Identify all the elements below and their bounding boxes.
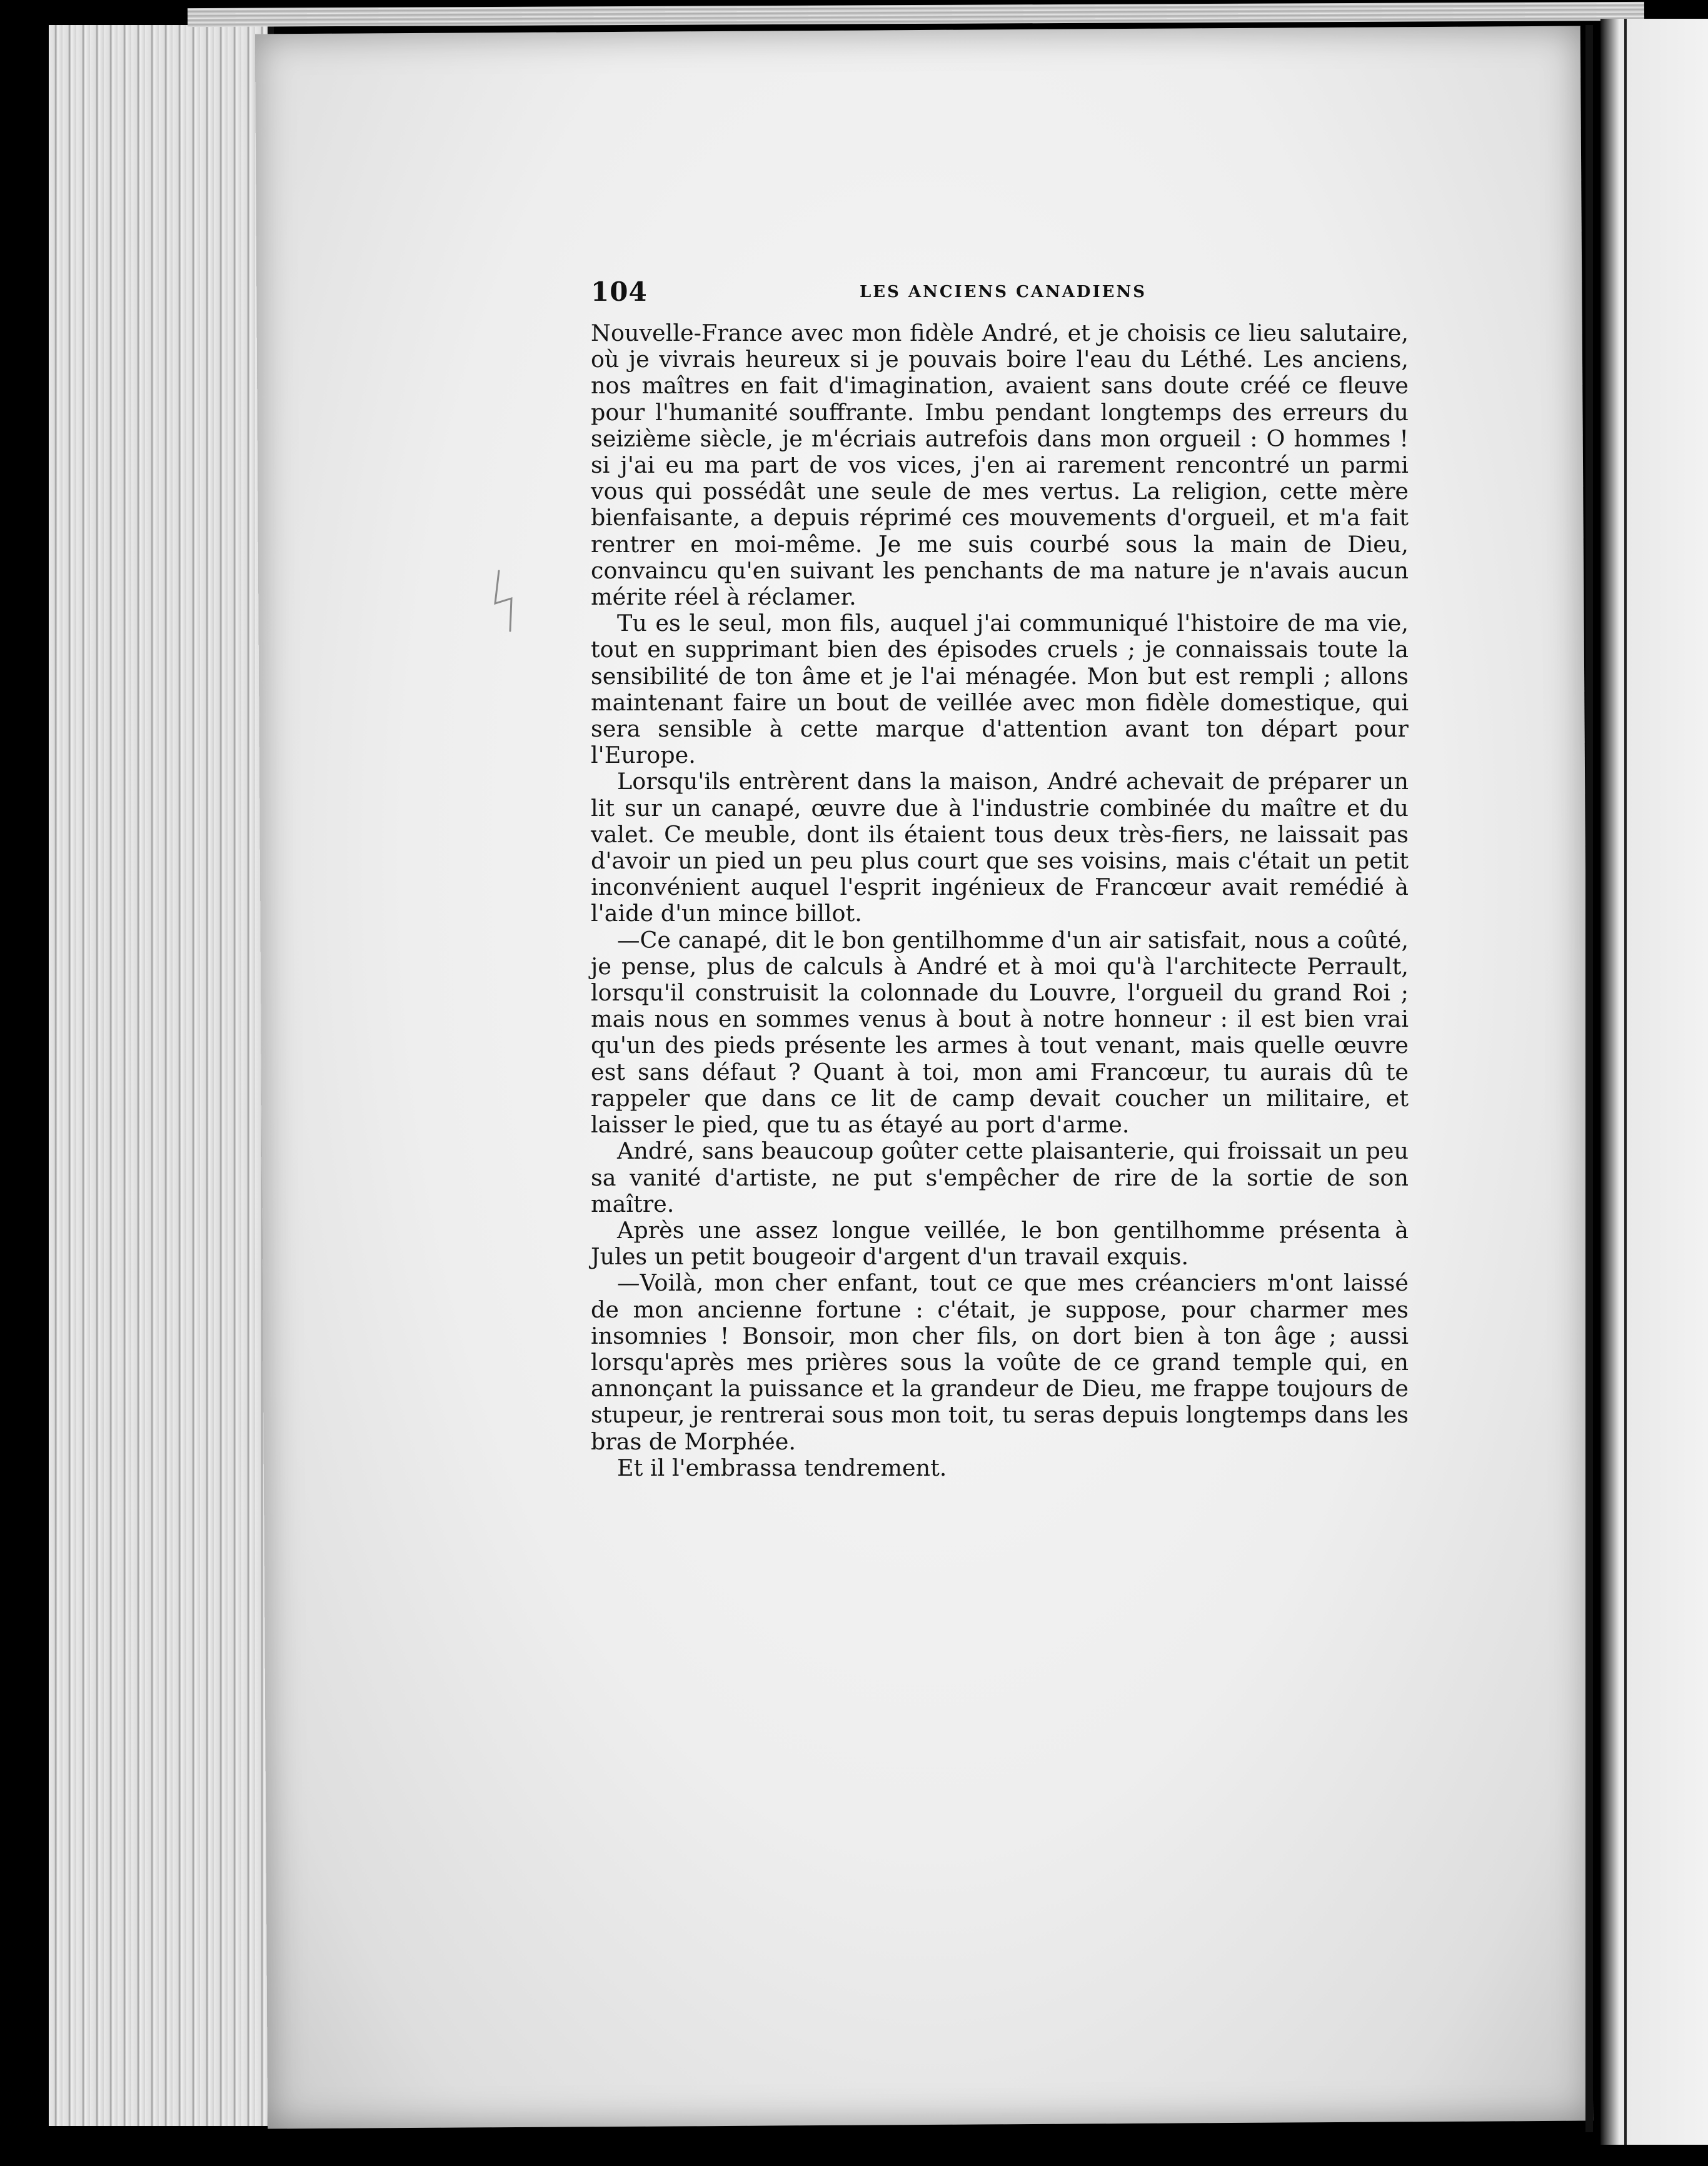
page-edge-shadow bbox=[1585, 25, 1593, 2132]
paragraph: Nouvelle-France avec mon fidèle André, et je choisis ce lieu salutaire, où je vivrais heureux si je pouvais boire l'eau du Léthé. Les anciens, nos maîtres en fait d'imagination, avaient sans doute créé ce fleuve pour l'humanité souffrante. Imbu pendant longtemps des erreurs du seizième siècle, je m'écriais autrefois dans mon orgueil : O hommes ! si j'ai eu ma part de vos vices, j'en ai rarement rencontré un parmi vous qui possédât une seule de mes vertus. La religion, cette mère bienfaisante, a depuis réprimé ces mouvements d'orgueil, et m'a fait rentrer en moi-même. Je me suis courbé sous la main de Dieu, convaincu qu'en suivant les penchants de ma nature je n'avais aucun mérite réel à réclamer. bbox=[591, 320, 1409, 611]
paragraph: —Ce canapé, dit le bon gentilhomme d'un air satisfait, nous a coûté, je pense, plus de calculs à André et à moi qu'à l'architecte Perrault, lorsqu'il construisit la colonnade du Louvre, l'orgueil du grand Roi ; mais nous en sommes venus à bout à notre honneur : il est bien vrai qu'un des pieds présente les armes à tout venant, mais quelle œuvre est sans défaut ? Quant à toi, mon ami Francœur, tu aurais dû te rappeler que dans ce lit de camp devait coucher un militaire, et laisser le pied, que tu as étayé au port d'arme. bbox=[591, 926, 1409, 1139]
facing-page-gutter bbox=[1624, 19, 1627, 2145]
facing-page bbox=[1600, 19, 1708, 2145]
paragraph: André, sans beaucoup goûter cette plaisanterie, qui froissait un peu sa vanité d'artiste, ne put s'empêcher de rire de la sortie de son maître. bbox=[591, 1137, 1409, 1217]
page-number: 104 bbox=[591, 276, 648, 307]
page-header bbox=[591, 276, 1419, 308]
paragraph: Tu es le seul, mon fils, auquel j'ai communiqué l'histoire de ma vie, tout en supprimant bien des épisodes cruels ; je connaissais toute la sensibilité de ton âme et je l'ai ménagée. Mon but est rempli ; allons maintenant faire un bout de veillée avec mon fidèle domestique, qui sera sensible à cette marque d'attention avant ton départ pour l'Europe. bbox=[591, 610, 1409, 769]
paragraph: Lorsqu'ils entrèrent dans la maison, André achevait de préparer un lit sur un canapé, œuvre due à l'industrie combinée du maître et du valet. Ce meuble, dont ils étaient tous deux très-fiers, ne laissait pas d'avoir un pied un peu plus court que ses voisins, mais c'était un petit inconvénient auquel l'esprit ingénieux de Francœur avait remédié à l'aide d'un mince billot. bbox=[591, 768, 1409, 927]
book-page-edges bbox=[49, 25, 274, 2126]
paragraph: —Voilà, mon cher enfant, tout ce que mes créanciers m'ont laissé de mon ancienne fortune : c'était, je suppose, pour charmer mes insomnies ! Bonsoir, mon cher fils, on dort bien à ton âge ; aussi lorsqu'après mes prières sous la voûte de ce grand temple qui, en annonçant la puissance et la grandeur de Dieu, me frappe toujours de stupeur, je rentrerai sous mon toit, tu seras depuis longtemps dans les bras de Morphée. bbox=[591, 1269, 1409, 1455]
pencil-mark bbox=[486, 566, 530, 635]
paragraph: Et il l'embrassa tendrement. bbox=[617, 1454, 947, 1481]
paragraph: Après une assez longue veillée, le bon gentilhomme présenta à Jules un petit bougeoir d'argent d'un travail exquis. bbox=[591, 1216, 1409, 1271]
book-top-edges bbox=[188, 2, 1644, 27]
body-text bbox=[591, 320, 1409, 1481]
running-head: LES ANCIENS CANADIENS bbox=[860, 283, 1147, 301]
